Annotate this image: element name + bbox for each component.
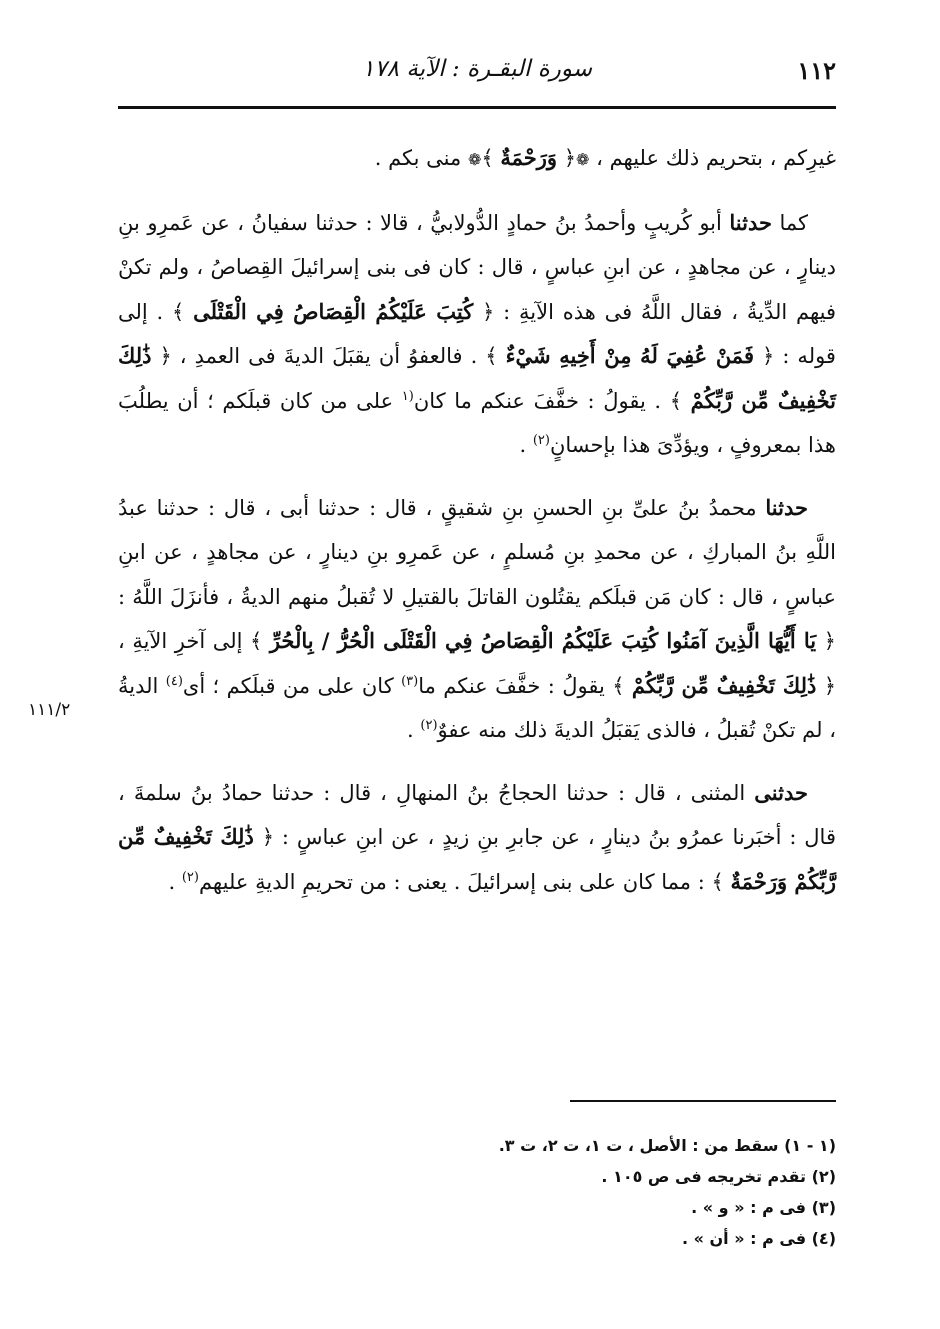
paragraph-3: حدثنا محمدُ بنُ علىِّ بنِ الحسنِ بنِ شقيقٍ ، قال : حدثنا أبى ، قال : حدثنا عبدُ اللَّهِ بنُ المباركِ ، عن محمدِ بنِ مُسلمٍ ، عن عَمرِو بنِ دينارٍ ، عن مجاهدٍ ، عن ابنِ عباسٍ ، قال : كان مَن قبلَكم يقتُلون القاتلَ بالقتيلِ لا تُقبلُ منهم الديةُ ، فأنزَلَ اللَّهُ : ﴿ يَا أَيُّهَا الَّذِينَ آمَنُوا كُتِبَ عَلَيْكُمُ الْقِصَاصُ فِي الْقَتْلَى الْحُرُّ / بِالْحُرِّ ﴾ إلى آخرِ الآيةِ ، ﴿ ذَٰلِكَ تَخْفِيفٌ مِّن رَّبِّكُمْ ﴾ يقولُ : خفَّفَ عنكم ما$^{(٣)}$ كان على من قبلَكم ؛ أى$^{(٤)}$ الديةُ ، لم تكنْ تُقبلُ ، فالذى يَقبَلُ الديةَ ذلك منه عفوٌ$^{(٢)}$ .	[118, 494, 837, 742]
footnote-marker: (٢)	[181, 869, 199, 885]
header-rule	[118, 106, 836, 109]
footnote-marker: (٢)	[420, 718, 438, 733]
text-run: .	[519, 433, 533, 457]
text-run: الديةُ ، لم تكنْ تُقبلُ ، فالذى يَقبَلُ الديةَ ذلك منه عفوٌ	[118, 673, 836, 742]
text-run: منى بكم .	[374, 146, 468, 170]
text-run: محمدُ بنُ علىِّ بنِ الحسنِ بنِ شقيقٍ ، قال : حدثنا أبى ، قال : حدثنا عبدُ اللَّهِ بنُ المباركِ ، عن محمدِ بنِ مُسلمٍ ، عن عَمرِو بنِ دينارٍ ، عن مجاهدٍ ، عن ابنِ عباسٍ ، قال : كان مَن قبلَكم يقتُلون القاتلَ بالقتيلِ لا تُقبلُ منهم الديةُ ، فأنزَلَ اللَّهُ :	[118, 495, 836, 609]
text-run: . يقولُ : خفَّفَ عنكم ما كان	[413, 388, 670, 413]
quran-quote: فَمَنْ عُفِيَ لَهُ مِنْ أَخِيهِ شَيْءٌ	[505, 343, 754, 368]
quran-open-bracket: ﴿	[563, 146, 577, 170]
page-number: ١١٢	[797, 56, 836, 85]
quran-quote: ذَٰلِكَ تَخْفِيفٌ مِّن رَّبِّكُمْ	[118, 343, 836, 413]
main-text	[118, 136, 836, 904]
text-run: .	[168, 869, 182, 894]
paragraph-2: كما حدثنا أبو كُريبٍ وأحمدُ بنُ حمادٍ الدُّولابيُّ ، قالا : حدثنا سفيانُ ، عن عَمرِو بنِ دينارٍ ، عن مجاهدٍ ، عن ابنِ عباسٍ ، قال : كان فى بنى إسرائيلَ القِصاصُ ، ولم تكنْ فيهم الدِّيةُ ، فقال اللَّهُ فى هذه الآيةِ : ﴿ كُتِبَ عَلَيْكُمُ الْقِصَاصُ فِي الْقَتْلَى ﴾ . إلى قوله : ﴿ فَمَنْ عُفِيَ لَهُ مِنْ أَخِيهِ شَيْءٌ ﴾ . فالعفوُ أن يقبَلَ الديةَ فى العمدِ ، ﴿ ذَٰلِكَ تَخْفِيفٌ مِّن رَّبِّكُمْ ﴾ . يقولُ : خفَّفَ عنكم ما كان$^{(١}$ على من كان قبلَكم ؛ أن يطلُبَ هذا بمعروفٍ ، ويؤدِّىَ هذا بإحسانٍ$^{(٢)}$ .	[118, 209, 837, 457]
footnote-3: (٣) فى م : « و » .	[691, 1198, 836, 1217]
isnad-marker: حدثنى	[754, 779, 808, 805]
paragraph-4: حدثنى المثنى ، قال : حدثنا الحجاجُ بنُ المنهالِ ، قال : حدثنا حمادُ بنُ سلمةَ ، قال : أخبَرنا عمرُو بنُ دينارٍ ، عن جابرِ بنِ زيدٍ ، عن ابنِ عباسٍ : ﴿ ذَٰلِكَ تَخْفِيفٌ مِّن رَّبِّكُمْ وَرَحْمَةٌ ﴾ : مما كان على بنى إسرائيلَ . يعنى : من تحريمِ الديةِ عليهم$^{(٢)}$ .	[118, 779, 836, 894]
quran-quote: كُتِبَ عَلَيْكُمُ الْقِصَاصُ فِي الْقَتْلَى	[193, 298, 474, 324]
footnote-marker: (١	[401, 388, 414, 404]
footnotes	[118, 1130, 836, 1254]
quran-close-bracket: ﴾	[481, 146, 494, 170]
margin-reference: ١١١/٢	[28, 700, 71, 720]
text-run: : مما كان على بنى إسرائيلَ . يعنى : من تحريمِ الديةِ عليهم	[198, 869, 712, 894]
quran-open-ornament: ❁	[576, 150, 590, 169]
text-run: على من كان قبلَكم ؛ أن يطلُبَ هذا بمعروفٍ ، ويؤدِّىَ هذا بإحسانٍ	[118, 388, 836, 457]
text-run: إلى آخرِ الآيةِ ،	[118, 629, 250, 653]
footnote-marker: (٣)	[401, 673, 419, 689]
isnad-marker: حدثنا	[765, 494, 808, 520]
text-run: .	[407, 718, 421, 742]
quran-quote: ذَٰلِكَ تَخْفِيفٌ مِّن رَّبِّكُمْ	[631, 672, 817, 698]
text-run: غيرِكم ، بتحريم ذلك عليهم ،	[589, 146, 836, 170]
running-title: سورة البقـرة : الآية ١٧٨	[361, 56, 593, 82]
text-run: أبو كُريبٍ وأحمدُ بنُ حمادٍ الدُّولابيُّ ، قالا : حدثنا سفيانُ ، عن عَمرِو بنِ دينارٍ ، عن مجاهدٍ ، عن ابنِ عباسٍ ، قال : كان فى بنى إسرائيلَ القِصاصُ ، ولم تكنْ فيهم الدِّيةُ ، فقال اللَّهُ فى هذه الآيةِ :	[118, 210, 837, 324]
footnote-marker: (٤)	[165, 673, 183, 689]
quran-quote: يَا أَيُّهَا الَّذِينَ آمَنُوا كُتِبَ عَلَيْكُمُ الْقِصَاصُ فِي الْقَتْلَى الْحُرُّ / بِالْحُرِّ	[269, 628, 817, 653]
text-run: المثنى ، قال : حدثنا الحجاجُ بنُ المنهالِ ، قال : حدثنا حمادُ بنُ سلمةَ ، قال : أخبَرنا عمرُو بنُ دينارٍ ، عن جابرِ بنِ زيدٍ ، عن ابنِ عباسٍ :	[118, 780, 836, 849]
text-run: كما	[771, 210, 808, 235]
text-run: . فالعفوُ أن يقبَلَ الديةَ فى العمدِ ،	[171, 344, 486, 368]
footnote-1: (١ - ١) سقط من : الأصل ، ت ١، ت ٢، ت ٣.	[498, 1136, 836, 1155]
quran-quote: وَرَحْمَةٌ	[500, 145, 558, 170]
paragraph-1	[118, 136, 836, 183]
footnote-4: (٤) فى م : « أن » .	[681, 1229, 836, 1248]
text-run: يقولُ : خفَّفَ عنكم ما	[418, 673, 605, 698]
isnad-marker: حدثنا	[729, 209, 772, 235]
footnote-2: (٢) تقدم تخريجه فى ص ١٠٥ .	[601, 1167, 836, 1186]
page-header	[118, 52, 836, 96]
text-run: كان على من قبلَكم ؛ أى	[182, 673, 402, 698]
quran-quote: ذَٰلِكَ تَخْفِيفٌ مِّن رَّبِّكُمْ وَرَحْمَةٌ	[118, 824, 836, 894]
quran-close-ornament: ❁	[467, 150, 482, 169]
footnote-marker: (٢)	[532, 433, 550, 448]
text-run: . إلى قوله :	[118, 299, 836, 368]
footnote-rule	[570, 1100, 836, 1102]
